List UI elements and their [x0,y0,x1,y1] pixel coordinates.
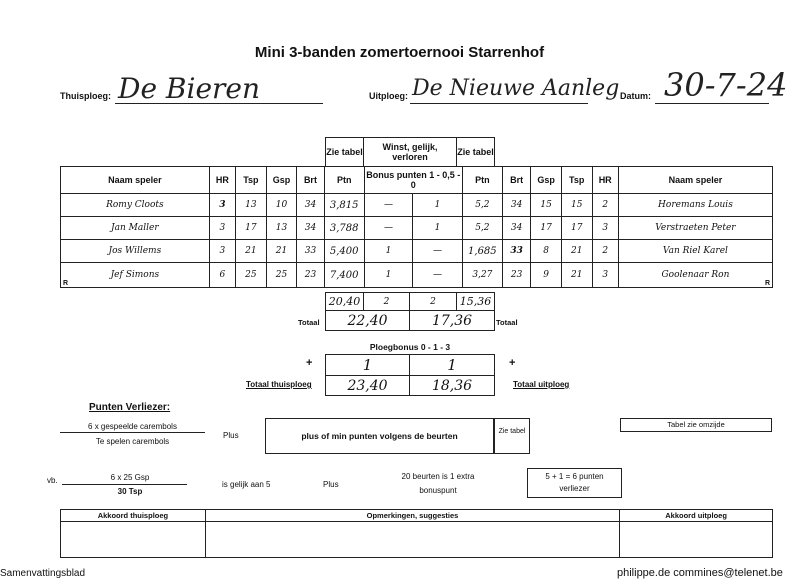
footer-email: philippe.de commines@telenet.be [617,567,783,579]
col-tsp-home: Tsp [236,167,267,194]
home-player-name: Romy Cloots [61,194,210,217]
winst-away: — [413,240,463,263]
winst-away: — [413,263,463,288]
ptn-home: 3,788 [324,217,364,240]
r-marker-left: R [63,280,69,287]
example-plus: Plus [323,480,339,489]
tsp-away: 17 [561,217,592,240]
zie-tabel-text: Zie tabel [498,428,526,435]
tsp-home: 21 [236,240,267,263]
vb-label: vb. [47,476,58,485]
example-result-top: 5 + 1 = 6 punten [545,472,604,481]
ptn-away: 1,685 [462,240,502,263]
grand-total-home: 23,40 [326,376,410,396]
hr-home: 6 [209,263,235,288]
home-team-value: De Bieren [118,72,261,105]
date-label: Datum: [620,91,651,101]
tsp-away: 21 [561,263,592,288]
gsp-away: 8 [531,240,562,263]
example-beurten-top: 20 beurten is 1 extra [401,472,475,481]
date-line [655,103,769,104]
tsp-home: 13 [236,194,267,217]
ptn-away: 5,2 [462,217,502,240]
col-gsp-home: Gsp [266,167,297,194]
page-title: Mini 3-banden zomertoernooi Starrenhof [254,44,545,61]
gsp-away: 9 [531,263,562,288]
winst-away: 1 [413,194,463,217]
bonus-away: 1 [410,355,495,376]
beurten-box-text: plus of min punten volgens de beurten [301,431,458,441]
tsp-home: 25 [236,263,267,288]
col-ptn-away: Ptn [462,167,502,194]
verliezer-frac-top: 6 x gespeelde carembols [88,422,177,431]
ploegbonus-title: Ploegbonus 0 - 1 - 3 [369,342,451,352]
away-team-line [410,103,588,104]
zie-tabel-home: Zie tabel [326,138,364,167]
away-team-label: Uitploeg: [369,91,408,101]
score-table [60,166,773,288]
winst-home: — [364,217,413,240]
winst-home: 1 [364,263,413,288]
col-tsp-away: Tsp [561,167,592,194]
beurten-box [265,418,494,454]
totaal-uitploeg-label: Totaal uitploeg [513,380,570,389]
footer-left: Samenvattingsblad [0,568,86,579]
verliezer-frac-line [60,432,205,433]
away-player-name: Van Riel Karel [618,240,772,263]
hr-home: 3 [209,194,235,217]
away-team-value: De Nieuwe Aanleg [412,76,620,101]
brt-home: 34 [297,194,324,217]
gsp-home: 25 [266,263,297,288]
winst-away: 1 [413,217,463,240]
hr-away: 2 [592,240,618,263]
home-player-name-text: Jef Simons [110,270,160,280]
tabel-omzijde-text: Tabel zie omzijde [667,420,725,429]
ptn-away: 3,27 [462,263,502,288]
plus-sign-home: + [306,357,313,369]
total-home: 22,40 [326,311,410,331]
zie-tabel-box [494,418,530,454]
grand-total-away: 18,36 [410,376,495,396]
akkoord-uitploeg: Akkoord uitploeg [620,510,773,522]
plus-sign-away: + [509,357,516,369]
example-result-bottom: verliezer [559,484,590,493]
table-row [61,263,773,288]
home-team-line [115,103,323,104]
gsp-away: 15 [531,194,562,217]
verliezer-frac-bottom: Te spelen carembols [95,437,170,446]
example-frac-line [62,484,187,485]
gsp-home: 10 [266,194,297,217]
bonus-table [325,354,495,396]
akkoord-uitploeg-field[interactable] [620,522,773,558]
example-gelijk: is gelijk aan 5 [222,480,271,489]
hr-home: 3 [209,240,235,263]
col-gsp-away: Gsp [531,167,562,194]
bonus-home: 1 [326,355,410,376]
ptn-home: 5,400 [324,240,364,263]
brt-home: 33 [297,240,324,263]
tsp-away: 15 [561,194,592,217]
col-ptn-home: Ptn [324,167,364,194]
gsp-away: 17 [531,217,562,240]
away-player-name: Verstraeten Peter [618,217,772,240]
r-marker-right: R [764,280,770,287]
col-hr-home: HR [209,167,235,194]
away-player-name-text: Goolenaar Ron [661,270,730,280]
away-player-name: Horemans Louis [618,194,772,217]
brt-away: 33 [502,240,530,263]
ptn-home: 7,400 [324,263,364,288]
subtotal-home: 20,40 [326,293,364,311]
hr-away: 3 [592,263,618,288]
group-header-table [325,137,495,167]
total-away: 17,36 [410,311,495,331]
winst-home: — [364,194,413,217]
col-bonus: Bonus punten 1 - 0,5 - 0 [364,167,462,194]
zie-tabel-away: Zie tabel [457,138,495,167]
tsp-home: 17 [236,217,267,240]
brt-away: 34 [502,217,530,240]
col-brt-home: Brt [297,167,324,194]
example-frac-bottom: 30 Tsp [117,487,143,496]
gsp-home: 21 [266,240,297,263]
winst-total-home: 2 [364,293,410,311]
home-player-name: Jos Willems [61,240,210,263]
example-beurten-bottom: bonuspunt [419,486,457,495]
subtotal-away: 15,36 [457,293,495,311]
ptn-away: 5,2 [462,194,502,217]
brt-home: 23 [297,263,324,288]
col-hr-away: HR [592,167,618,194]
home-player-name: Jan Maller [61,217,210,240]
away-player-name [618,263,772,288]
opmerkingen-field[interactable] [205,522,619,558]
opmerkingen-header: Opmerkingen, suggesties [205,510,619,522]
winst-header: Winst, gelijk, verloren [364,138,457,167]
date-value: 30-7-24 [664,66,788,104]
totals-table [325,292,495,331]
table-row [61,240,773,263]
example-frac-top: 6 x 25 Gsp [110,473,150,482]
gsp-home: 13 [266,217,297,240]
table-row [61,217,773,240]
hr-away: 2 [592,194,618,217]
winst-home: 1 [364,240,413,263]
home-team-label: Thuisploeg: [60,91,111,101]
brt-home: 34 [297,217,324,240]
footer-table [60,509,773,558]
home-player-name [61,263,210,288]
akkoord-thuisploeg: Akkoord thuisploeg [61,510,206,522]
tsp-away: 21 [561,240,592,263]
hr-home: 3 [209,217,235,240]
ptn-home: 3,815 [324,194,364,217]
totaal-label-away: Totaal [496,318,518,327]
akkoord-thuisploeg-field[interactable] [61,522,206,558]
punten-verliezer-title: Punten Verliezer: [89,402,171,413]
winst-total-away: 2 [410,293,457,311]
verliezer-plus: Plus [223,431,239,440]
tabel-omzijde-box [620,418,772,432]
col-naam-home: Naam speler [61,167,210,194]
col-brt-away: Brt [502,167,530,194]
hr-away: 3 [592,217,618,240]
table-row [61,194,773,217]
totaal-label-home: Totaal [298,318,320,327]
totaal-thuisploeg-label: Totaal thuisploeg [246,380,312,389]
brt-away: 23 [502,263,530,288]
col-naam-away: Naam speler [618,167,772,194]
example-result-box [527,468,622,498]
brt-away: 34 [502,194,530,217]
